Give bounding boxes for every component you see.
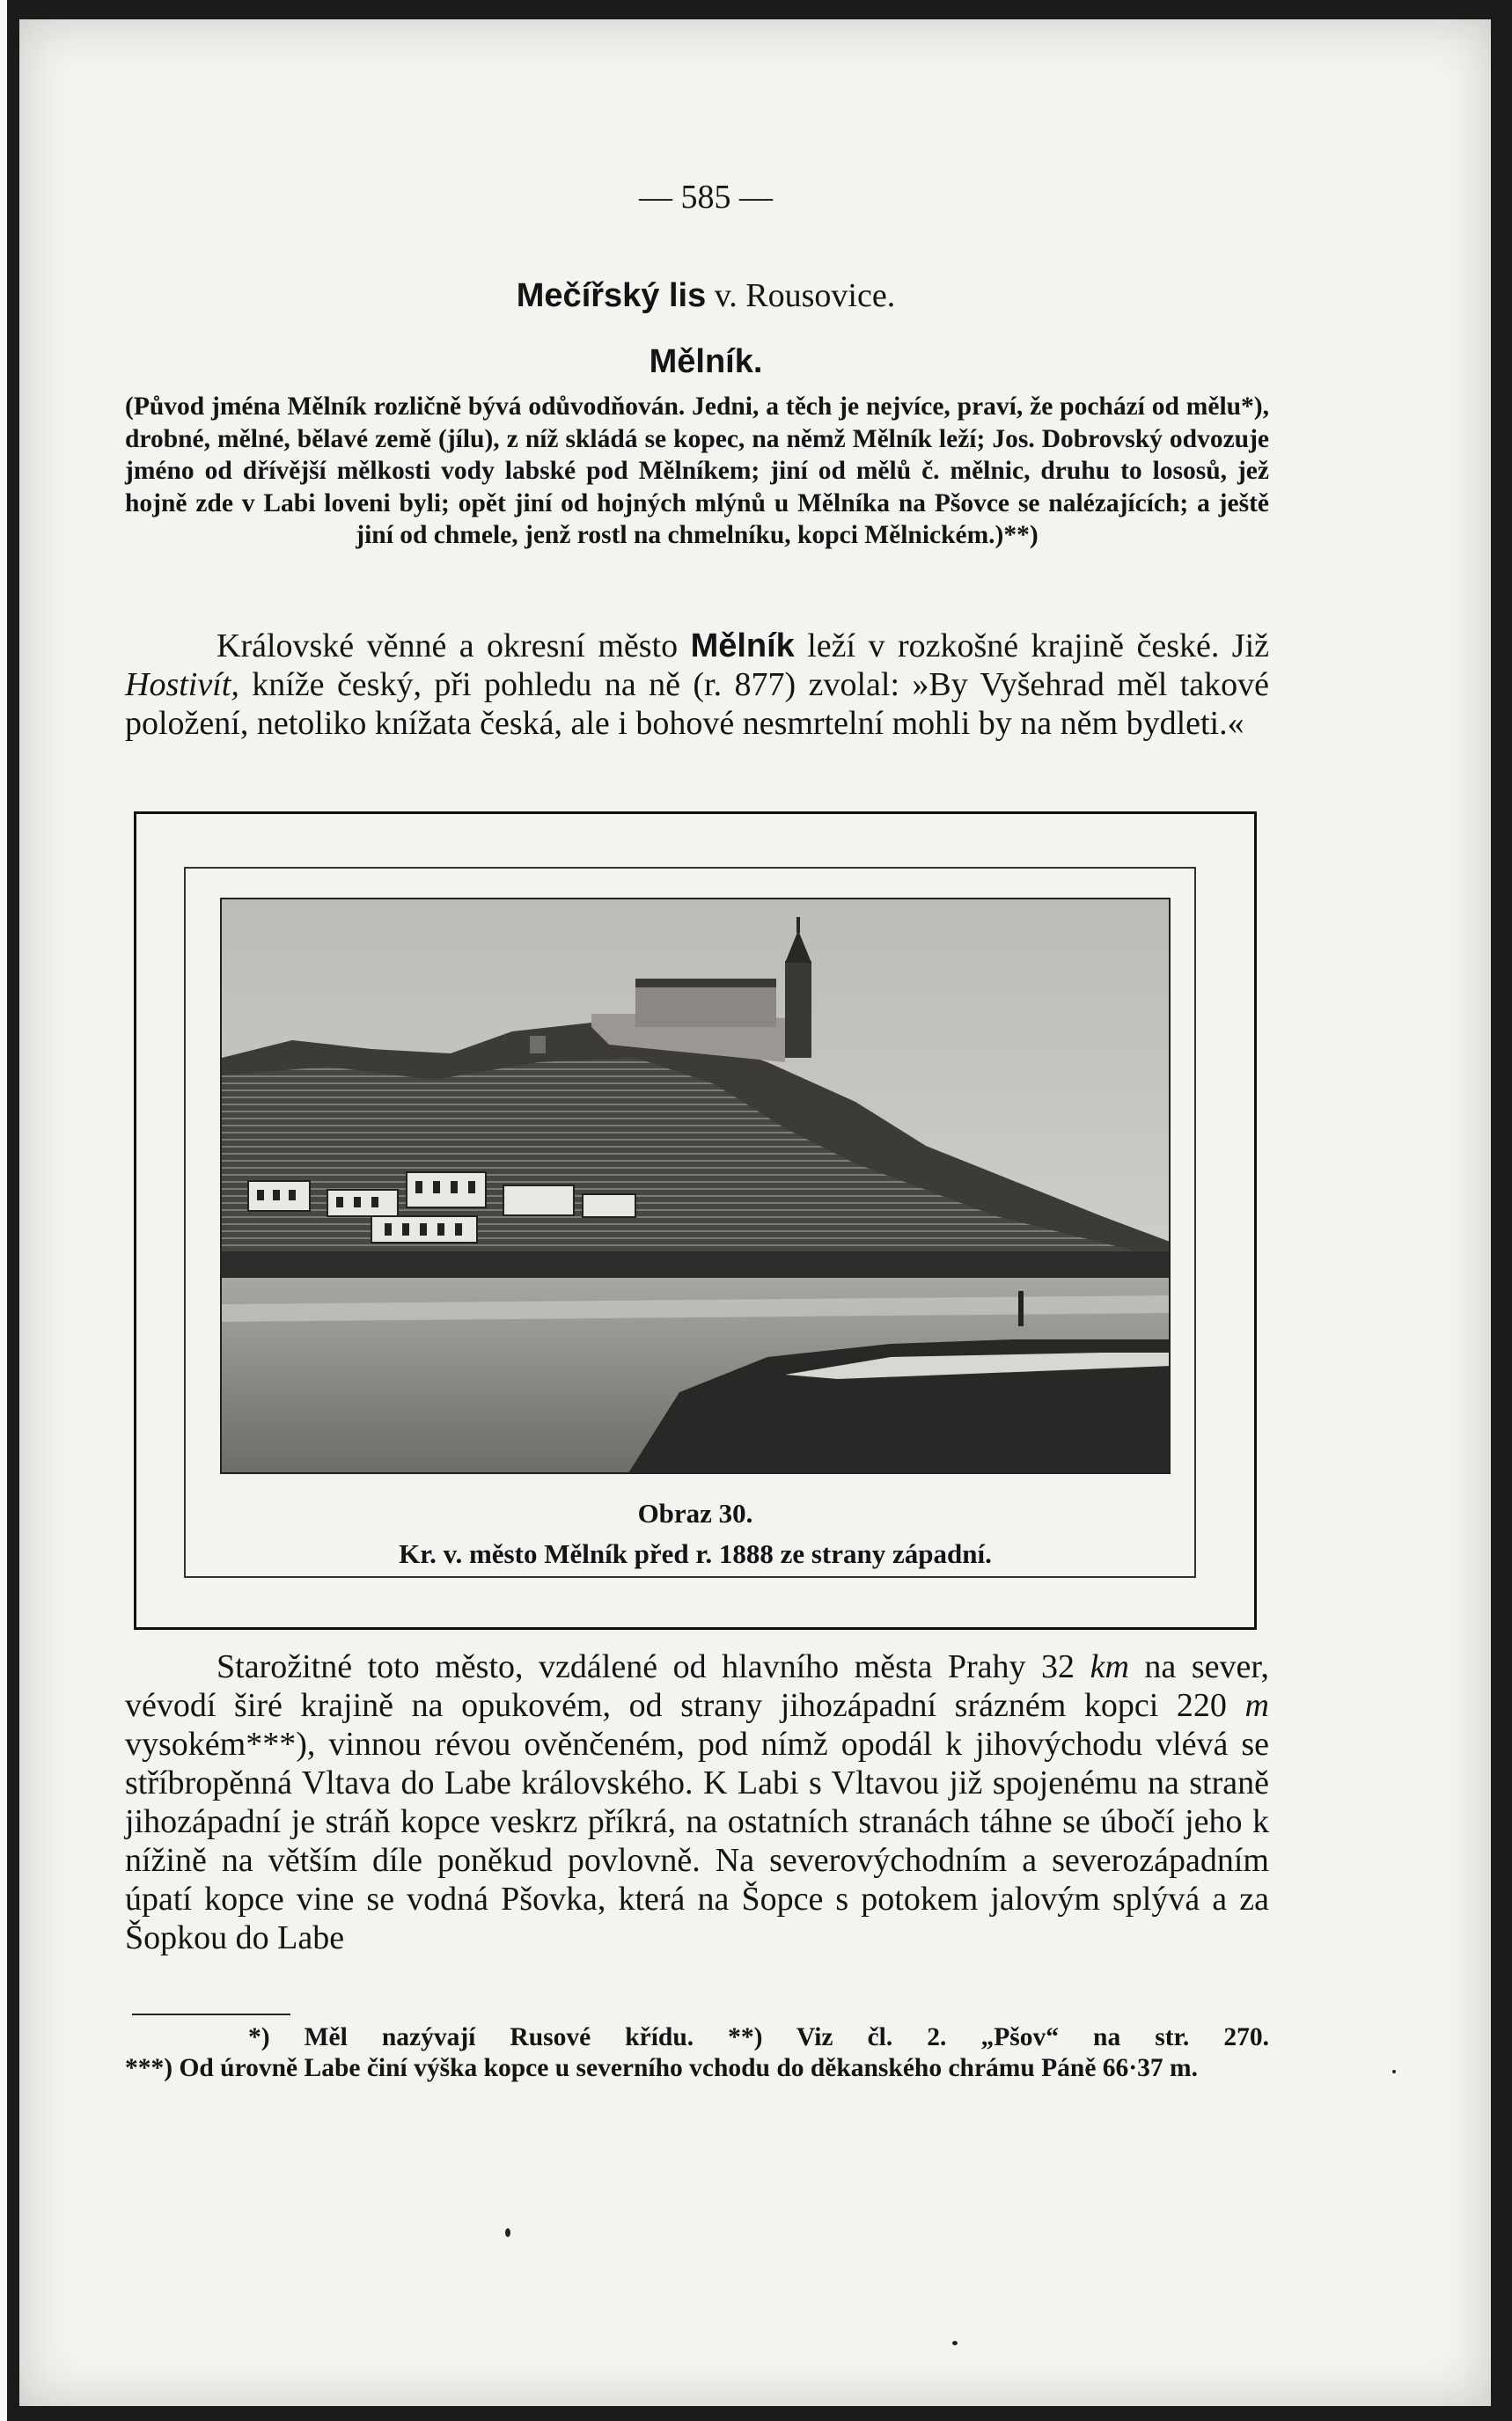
ink-speck xyxy=(952,2341,958,2345)
text: vysokém***), vinnou révou ověnčeném, pod nímž opodál k jihovýchodu vlévá se stříbropěnná Vltava do Labe královského. K Labi s Vltavou již spojenému na straně jihozápadní je stráň kopce veskrz příkrá, na ostatních stranách táhne se úbočí jeho k nížině na větším díle poněkud povlovně. Na severovýchodním a severozápadním úpatí kopce vine se vodná Pšovka, která na Šopce s potokem jalovým splývá a za Šopkou do Labe xyxy=(125,1726,1269,1956)
footnote-3: ***) Od úrovně Labe činí výška kopce u severního vchodu do děkanského chrámu Páně 66·37 m. xyxy=(125,2054,1198,2082)
unit-km: km xyxy=(1090,1648,1129,1685)
text: Starožitné toto město, vzdálené od hlavního města Prahy 32 xyxy=(217,1648,1090,1685)
text: leží v rozkošné krajině české. Již xyxy=(794,627,1270,664)
entry-heading-mecirsky-lis xyxy=(19,276,1392,315)
melnik-photograph xyxy=(220,898,1171,1474)
entry-heading-reference: v. Rousovice. xyxy=(706,277,896,314)
figure-caption: Kr. v. město Mělník před r. 1888 ze strany západní. xyxy=(399,1538,992,1569)
page-number: — 585 — xyxy=(639,179,773,216)
town-name: Mělník xyxy=(690,627,795,664)
ink-speck xyxy=(505,2228,510,2237)
paragraph-description xyxy=(125,1647,1269,1957)
ink-speck xyxy=(1392,2070,1396,2073)
footnote-1-2: *) Měl nazývají Rusové křídu. **) Viz čl. 2. „Pšov“ na str. 270. xyxy=(248,2023,1269,2051)
footnotes xyxy=(125,2022,1269,2084)
text: kníže český, při pohledu na ně (r. 877) zvolal: »By Vyšehrad měl takové položení, netoliko knížata česká, ale i bohové nesmrtelní mohli by na něm bydleti.« xyxy=(125,666,1269,742)
text: Královské věnné a okresní město xyxy=(217,627,691,664)
entry-heading-melnik: Mělník. xyxy=(649,343,763,380)
unit-m: m xyxy=(1244,1687,1269,1724)
melnik-illustration xyxy=(222,899,1171,1474)
entry-heading-bold: Mečířský lis xyxy=(516,277,707,314)
prince-name: Hostivít, xyxy=(125,666,239,703)
paragraph-intro xyxy=(125,627,1269,743)
text: na sever, vévodí širé krajině na opukovém, od strany jihozápadní srázném kopci 220 xyxy=(125,1648,1269,1724)
etymology-note: (Původ jména Mělník rozličně bývá odůvodňován. Jedni, a těch je nejvíce, praví, že pochází od mělu*), drobné, mělné, bělavé země (jílu), z níž skládá se kopec, na němž Mělník leží; Jos. Dobrovský odvozuje jméno od dřívější mělkosti vody labské pod Mělníkem; jiní od mělů č. mělnic, druhu to lososů, jež hojně zde v Labi loveni byli; opět jiní od hojných mlýnů u Mělníka na Pšovce se nalézajících; a ještě jiní od chmele, jenž rostl na chmelníku, kopci Mělnickém.)**) xyxy=(125,392,1269,549)
page-edge xyxy=(0,0,7,2421)
book-page xyxy=(19,19,1491,2406)
figure-number: Obraz 30. xyxy=(637,1498,753,1529)
footnote-rule xyxy=(132,2014,290,2015)
